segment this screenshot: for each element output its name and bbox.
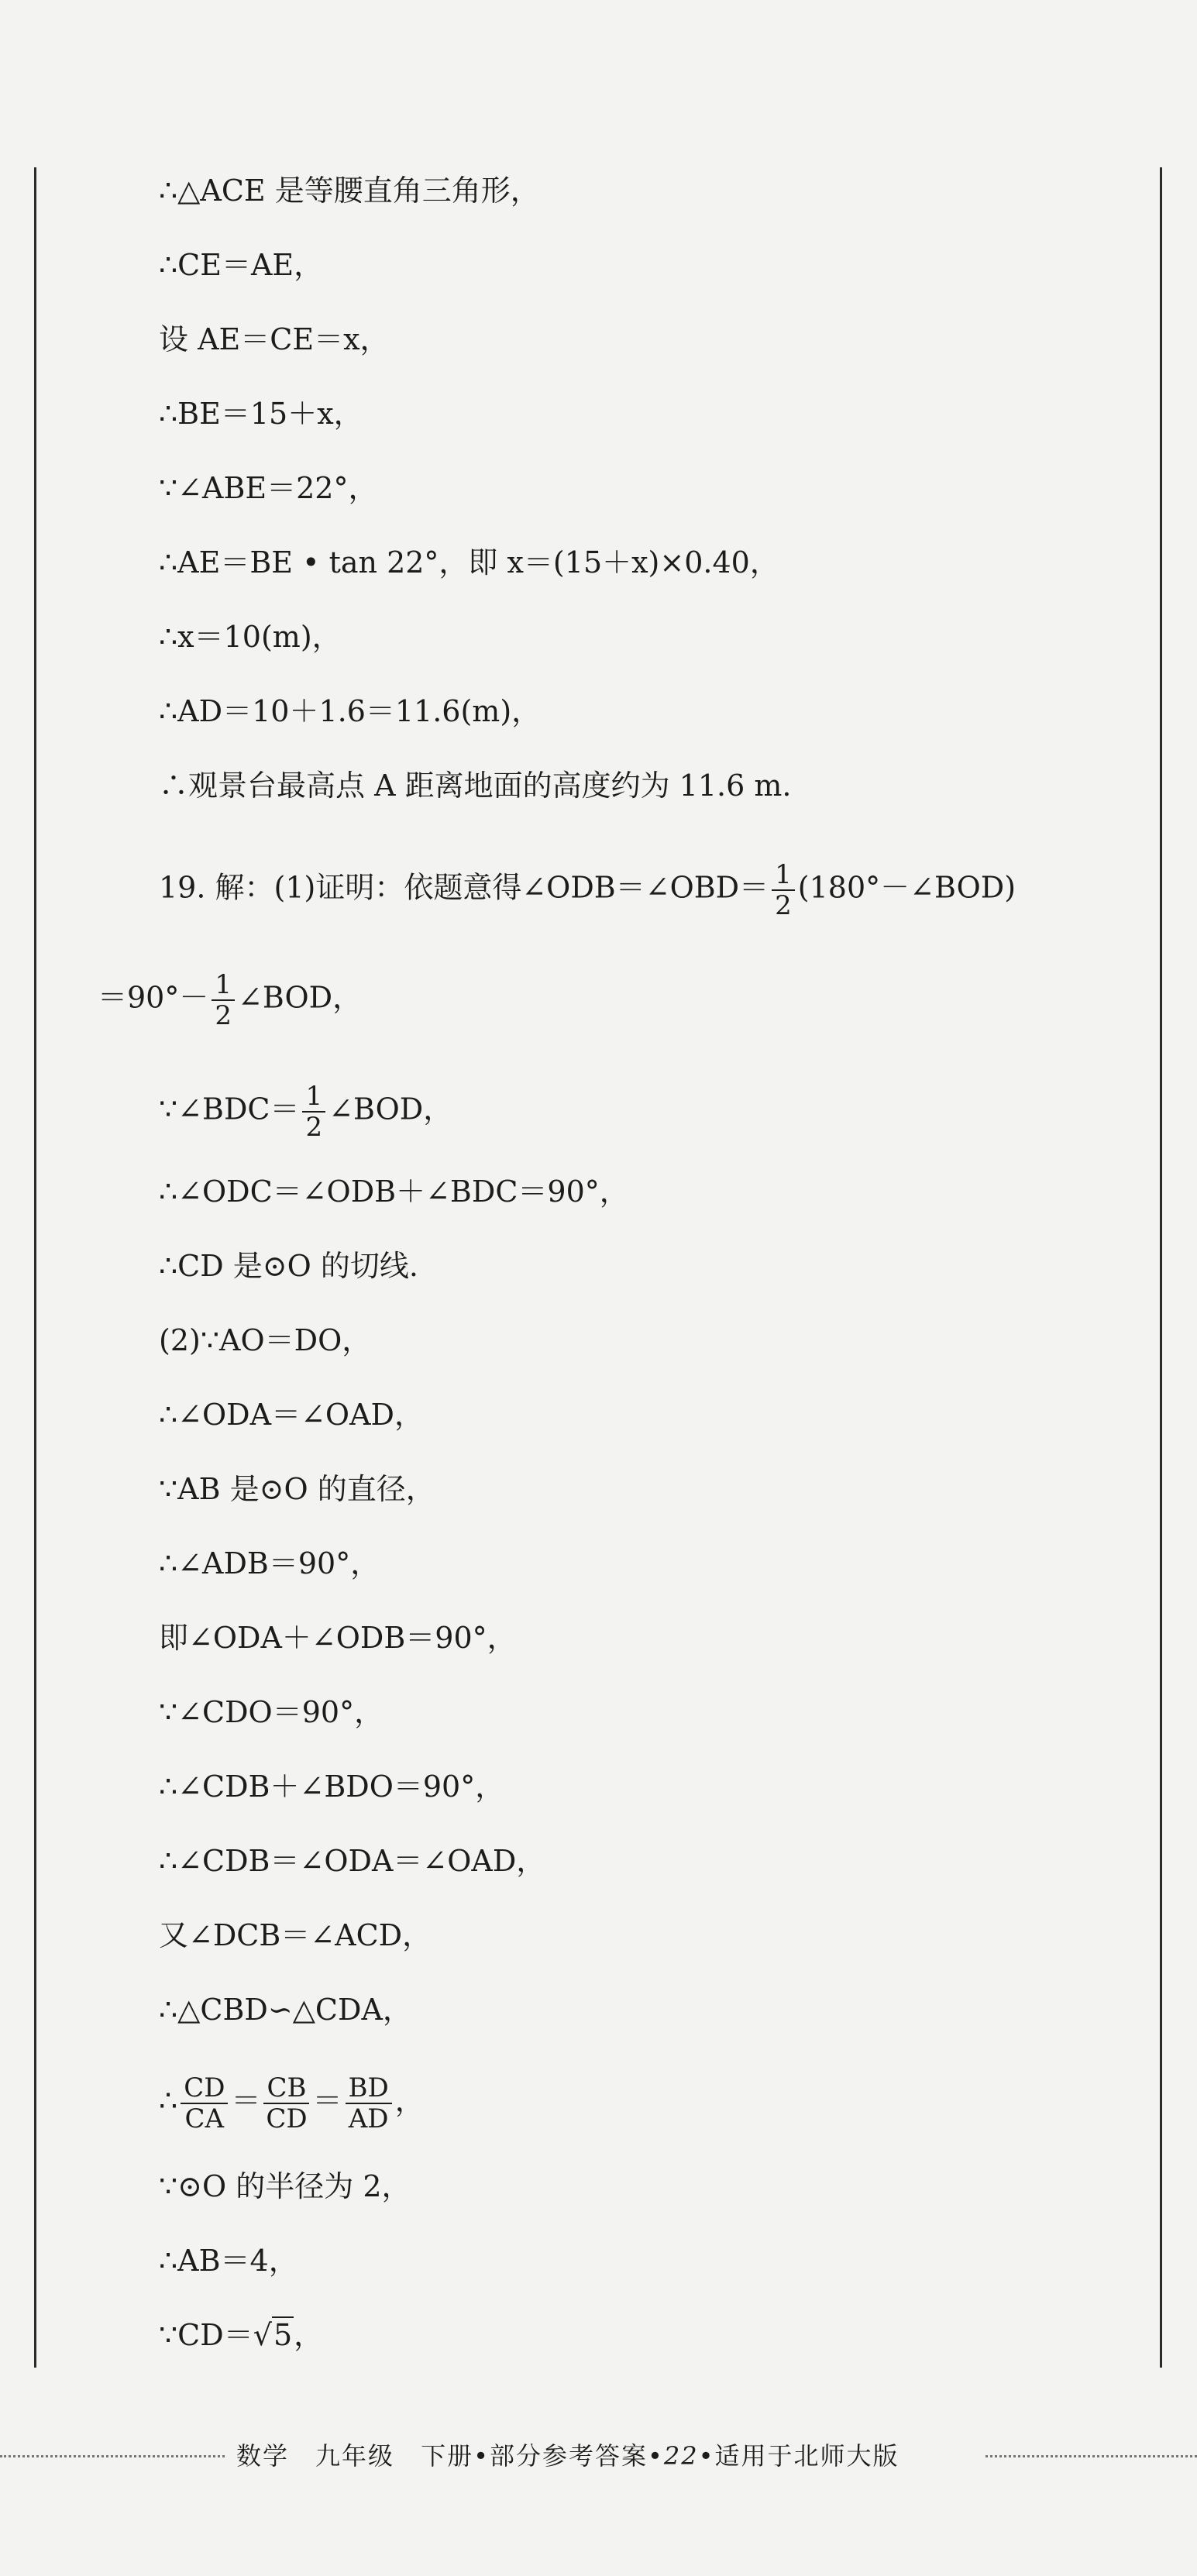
fraction-numerator: 1 <box>212 970 235 1001</box>
line-23: 又∠DCB＝∠ACD， <box>159 1918 432 1952</box>
line-12 <box>159 1082 452 1142</box>
left-margin-rule <box>34 167 36 2368</box>
fraction-denominator: AD <box>348 2103 389 2134</box>
line-11-text-a: ＝90°－ <box>98 980 209 1015</box>
line-16: ∴∠ODA＝∠OAD， <box>159 1398 424 1432</box>
line-28-text-a: ∵CD＝ <box>159 2318 253 2352</box>
line-28 <box>159 2316 323 2354</box>
line-24: ∴△CBD∽△CDA， <box>159 1993 412 2027</box>
line-14: ∴CD 是⊙O 的切线. <box>159 1249 418 1283</box>
line-1: ∴△ACE 是等腰直角三角形， <box>159 174 540 208</box>
footer-dotted-rule-right <box>985 2455 1197 2457</box>
footer-dotted-rule-left <box>0 2455 225 2457</box>
fraction-one-half <box>302 1082 325 1142</box>
line-4: ∴BE＝15＋x， <box>159 397 363 431</box>
line-12-text-b: ∠BOD， <box>328 1092 453 1126</box>
line-17: ∵AB 是⊙O 的直径， <box>159 1472 435 1506</box>
fraction-denominator: CD <box>266 2103 308 2134</box>
line-13: ∴∠ODC＝∠ODB＋∠BDC＝90°， <box>159 1175 629 1209</box>
fraction-denominator: 2 <box>215 1000 232 1031</box>
sqrt-radicand: 5 <box>273 2318 293 2352</box>
fraction-cb-over-cd <box>263 2073 309 2134</box>
fraction-one-half <box>212 970 235 1030</box>
footer-text <box>236 2437 899 2475</box>
fraction-numerator: 1 <box>302 1082 325 1113</box>
line-11-text-b: ∠BOD， <box>238 980 363 1015</box>
footer-separator: • <box>698 2441 715 2471</box>
page-footer <box>0 2433 1197 2479</box>
fraction-one-half <box>772 860 795 920</box>
line-11 <box>98 970 362 1030</box>
line-18: ∴∠ADB＝90°， <box>159 1546 380 1580</box>
line-12-text-a: ∵∠BDC＝ <box>159 1092 300 1126</box>
line-25 <box>159 2073 425 2134</box>
line-25-comma: ， <box>394 2083 425 2118</box>
fraction-bd-over-ad <box>346 2073 392 2134</box>
fraction-denominator: 2 <box>775 890 792 921</box>
footer-subject: 数学 <box>236 2441 290 2471</box>
line-25-therefore: ∴ <box>159 2083 178 2118</box>
line-15: (2)∵AO＝DO， <box>159 1323 372 1357</box>
footer-separator: • <box>473 2441 490 2471</box>
equals-sign: ＝ <box>231 2083 261 2118</box>
line-27: ∴AB＝4， <box>159 2244 298 2278</box>
fraction-cd-over-ca <box>181 2073 228 2134</box>
fraction-numerator: 1 <box>772 860 795 891</box>
line-10-text-b: (180°－∠BOD) <box>797 870 1016 905</box>
right-margin-rule <box>1160 167 1162 2368</box>
line-7: ∴x＝10(m)， <box>159 620 342 654</box>
line-5: ∵∠ABE＝22°， <box>159 471 378 505</box>
line-9: ∴观景台最高点 A 距离地面的高度约为 11.6 m. <box>159 769 792 803</box>
line-6: ∴AE＝BE • tan 22°，即 x＝(15＋x)×0.40， <box>159 545 779 580</box>
line-8: ∴AD＝10＋1.6＝11.6(m)， <box>159 694 542 728</box>
footer-separator: • <box>647 2441 664 2471</box>
line-28-text-b: ， <box>294 2318 324 2352</box>
fraction-numerator: CB <box>263 2073 309 2104</box>
fraction-numerator: BD <box>346 2073 392 2104</box>
line-10-text-a: 19. 解：(1)证明：依题意得∠ODB＝∠OBD＝ <box>159 870 769 905</box>
page-number: 22 <box>663 2441 699 2471</box>
equals-sign: ＝ <box>312 2083 342 2118</box>
footer-book: 下册 <box>421 2441 474 2471</box>
line-26: ∵⊙O 的半径为 2， <box>159 2169 411 2203</box>
footer-edition: 适用于北师大版 <box>714 2441 899 2471</box>
footer-grade: 九年级 <box>315 2441 395 2471</box>
line-21: ∴∠CDB＋∠BDO＝90°， <box>159 1769 505 1804</box>
footer-section: 部分参考答案 <box>489 2441 648 2471</box>
line-22: ∴∠CDB＝∠ODA＝∠OAD， <box>159 1844 546 1878</box>
sqrt-sign: √ <box>253 2318 272 2352</box>
line-3: 设 AE＝CE＝x， <box>159 322 390 356</box>
line-2: ∴CE＝AE， <box>159 248 324 282</box>
line-20: ∵∠CDO＝90°， <box>159 1695 384 1729</box>
line-10-problem-19 <box>159 860 1016 920</box>
fraction-denominator: CA <box>184 2103 225 2134</box>
fraction-denominator: 2 <box>305 1112 323 1143</box>
line-19: 即∠ODA＋∠ODB＝90°， <box>159 1621 517 1655</box>
fraction-numerator: CD <box>181 2073 228 2104</box>
